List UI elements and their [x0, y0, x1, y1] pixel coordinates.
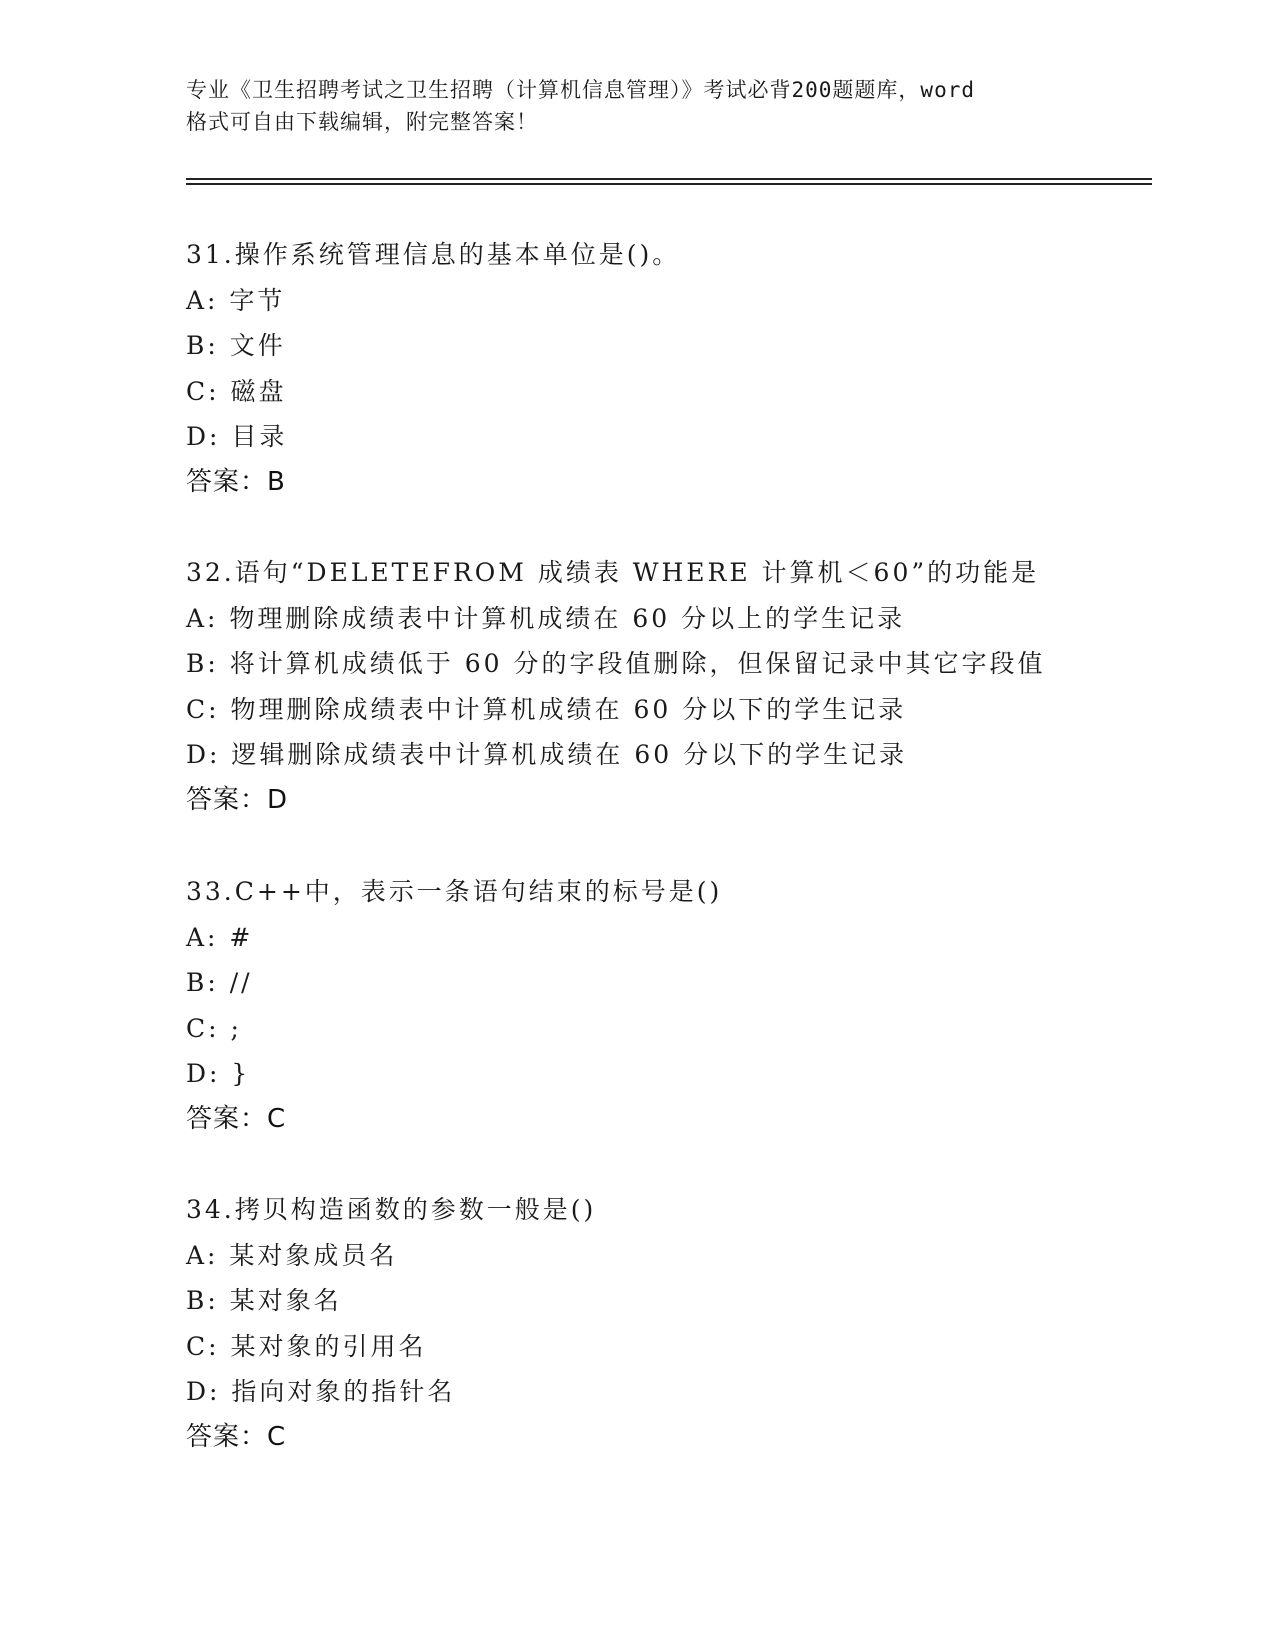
question-stem: 33.C++中，表示一条语句结束的标号是()	[186, 877, 723, 906]
header-line-2: 格式可自由下载编辑，附完整答案！	[186, 110, 538, 134]
option-a: A: 某对象成员名	[186, 1240, 398, 1270]
document-header	[186, 74, 1086, 138]
option-c: C: 物理删除成绩表中计算机成绩在 60 分以下的学生记录	[186, 694, 907, 724]
option-b: B: 文件	[186, 331, 286, 360]
header-divider-top	[186, 178, 1152, 180]
option-b: B: //	[186, 968, 253, 997]
option-d: D: }	[186, 1059, 251, 1088]
option-d: D: 逻辑删除成绩表中计算机成绩在 60 分以下的学生记录	[186, 740, 908, 769]
answer-label: 答案：D	[186, 784, 289, 815]
option-d: D: 目录	[186, 422, 288, 451]
question-34	[186, 1187, 1166, 1460]
answer-label: 答案：B	[186, 466, 286, 497]
option-c: C: 某对象的引用名	[186, 1331, 427, 1361]
option-c: C: 磁盘	[186, 376, 287, 406]
option-d: D: 指向对象的指针名	[186, 1377, 456, 1406]
question-32	[186, 550, 1166, 823]
question-stem: 32.语句“DELETEFROM 成绩表 WHERE 计算机＜60”的功能是	[186, 558, 1040, 587]
option-b: B: 某对象名	[186, 1286, 342, 1315]
question-31	[186, 232, 1166, 505]
option-a: A: #	[186, 922, 254, 952]
question-stem: 34.拷贝构造函数的参数一般是()	[186, 1195, 597, 1224]
question-33	[186, 869, 1166, 1142]
option-a: A: 物理删除成绩表中计算机成绩在 60 分以上的学生记录	[186, 603, 906, 633]
answer-label: 答案：C	[186, 1103, 287, 1134]
option-a: A: 字节	[186, 285, 286, 315]
option-b: B: 将计算机成绩低于 60 分的字段值删除，但保留记录中其它字段值	[186, 649, 1046, 678]
header-divider-bottom	[186, 183, 1152, 185]
question-stem: 31.操作系统管理信息的基本单位是()。	[186, 240, 681, 269]
answer-label: 答案：C	[186, 1421, 287, 1452]
option-c: C: ;	[186, 1013, 242, 1043]
header-line-1: 专业《卫生招聘考试之卫生招聘（计算机信息管理）》考试必背200题题库，word	[186, 78, 975, 102]
